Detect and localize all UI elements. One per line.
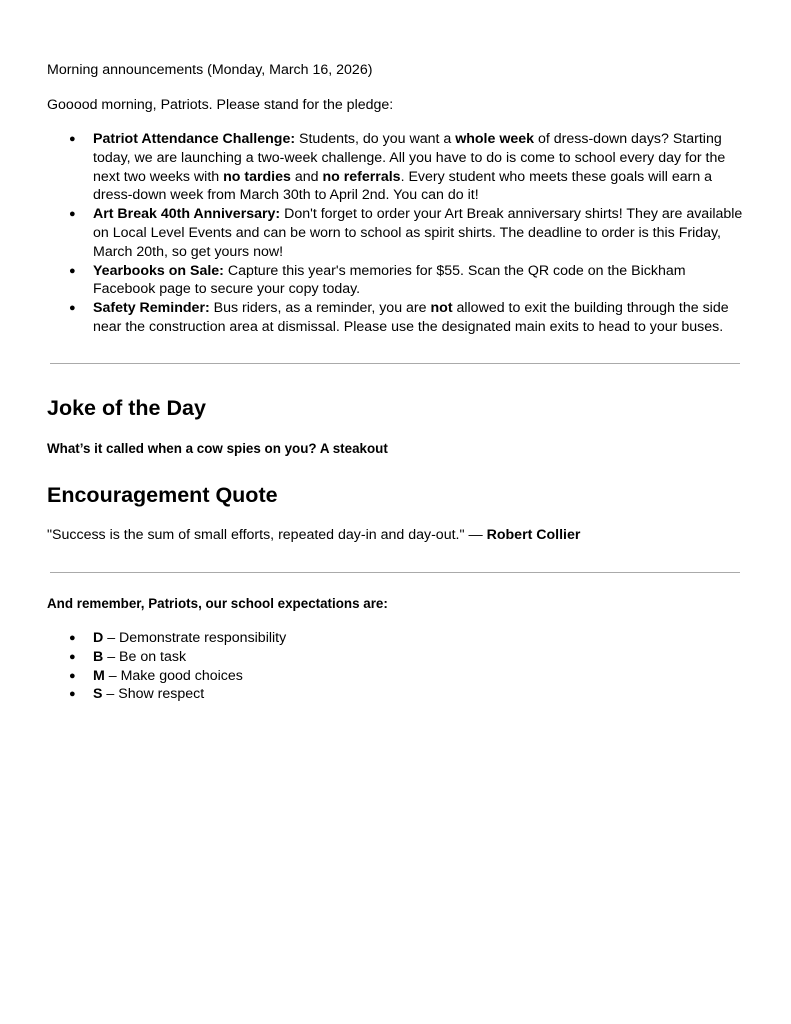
- expectations-list: [47, 629, 747, 704]
- list-item: [47, 205, 743, 261]
- list-item: [47, 262, 743, 300]
- item-label: Yearbooks on Sale:: [93, 262, 224, 279]
- item-label: Art Break 40th Anniversary:: [93, 206, 281, 223]
- greeting: Gooood morning, Patriots. Please stand for the pledge:: [47, 97, 394, 113]
- item-bold: whole week: [455, 131, 535, 147]
- title-line: Morning announcements (Monday, March 16, 2026): [47, 62, 373, 78]
- item-text: – Demonstrate responsibility: [103, 630, 287, 646]
- item-text: and: [290, 168, 323, 185]
- list-item: [47, 667, 743, 686]
- item-text: – Make good choices: [104, 667, 243, 684]
- item-letter: D: [93, 630, 104, 646]
- item-label: Patriot Attendance Challenge:: [93, 131, 296, 147]
- divider: [50, 572, 740, 573]
- quote-heading: Encouragement Quote: [47, 483, 278, 507]
- announcements-list: [47, 130, 747, 337]
- list-item: [47, 629, 743, 648]
- item-text: Students, do you want a: [295, 131, 456, 147]
- item-bold: not: [430, 300, 453, 317]
- joke-heading: Joke of the Day: [47, 396, 206, 420]
- item-text: . Every student who meets these goals will earn a dress-down week from March 30th to April 2nd. You can do it!: [93, 168, 713, 204]
- item-text: – Show respect: [102, 686, 205, 703]
- item-text: – Be on task: [103, 648, 187, 665]
- item-bold: no tardies: [223, 168, 291, 185]
- item-letter: M: [93, 667, 105, 684]
- item-text: Bus riders, as a reminder, you are: [209, 300, 431, 317]
- item-bold: no referrals: [322, 168, 401, 185]
- list-item: [47, 685, 743, 704]
- list-item: [47, 130, 743, 205]
- list-item: [47, 299, 743, 337]
- item-letter: B: [93, 648, 104, 665]
- quote-text: "Success is the sum of small efforts, repeated day-in and day-out." —: [47, 527, 487, 543]
- item-text: allowed to exit the building through the side near the construction area at dismissal. Please use the designated main exits to head to your buses.: [93, 300, 729, 335]
- joke-text: What’s it called when a cow spies on you? A steakout: [47, 441, 388, 456]
- list-item: [47, 648, 743, 667]
- divider: [50, 363, 740, 364]
- quote-line: [47, 526, 747, 545]
- item-text: Capture this year's memories for $55. Scan the QR code on the Bickham Facebook page to secure your copy today.: [93, 262, 686, 298]
- item-label: Safety Reminder:: [93, 300, 210, 317]
- item-letter: S: [93, 686, 103, 703]
- item-text: of dress-down days? Starting today, we are launching a two-week challenge. All you have to do is come to school every day for the next two weeks with: [93, 131, 726, 185]
- expectations-intro: And remember, Patriots, our school expectations are:: [47, 596, 388, 611]
- quote-author: Robert Collier: [486, 527, 581, 543]
- item-text: Don't forget to order your Art Break anniversary shirts! They are available on Local Level Events and can be worn to school as spirit shirts. The deadline to order is this Friday, March 20th, so get yours now!: [93, 206, 743, 260]
